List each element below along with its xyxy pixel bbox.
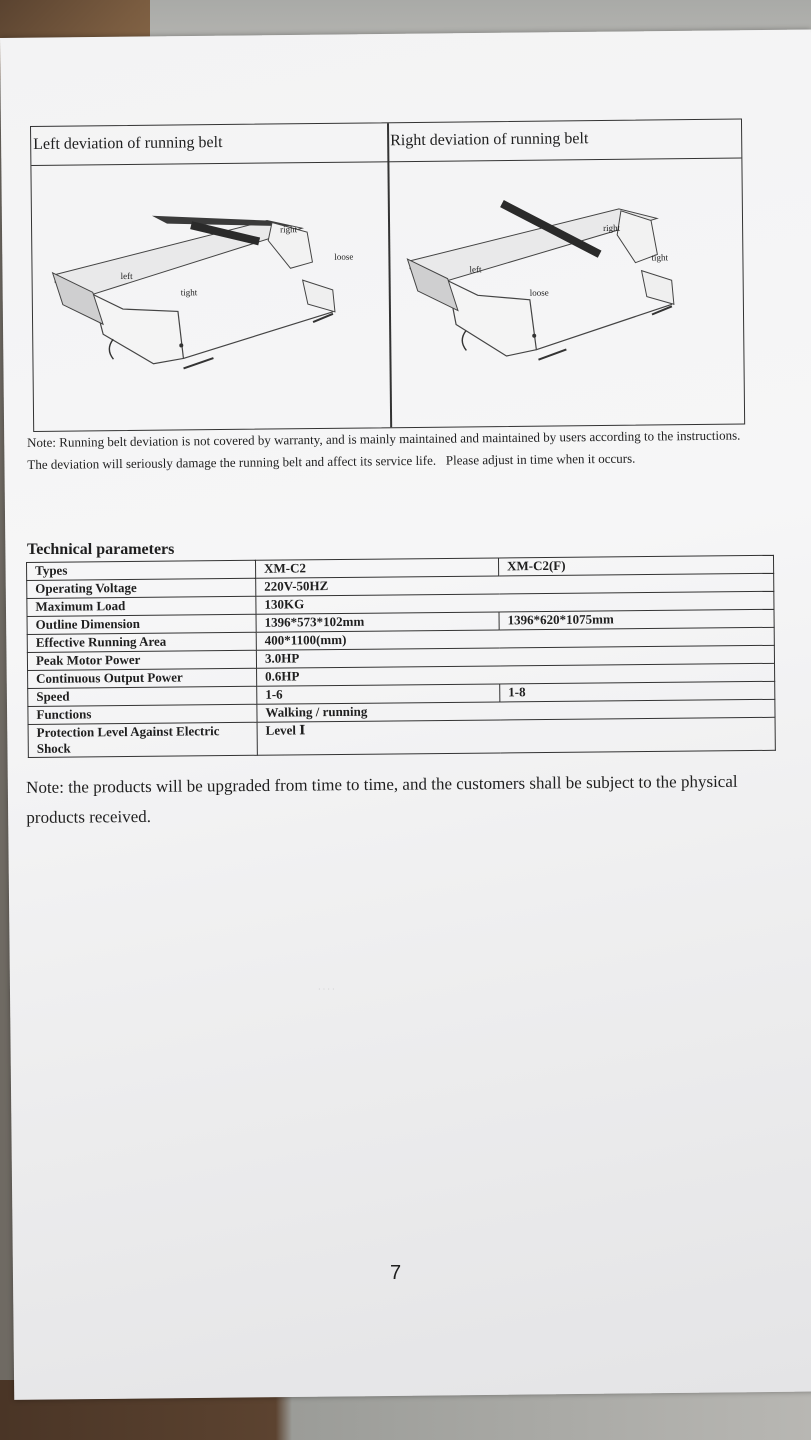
bleed-through-text: · · · ·	[318, 985, 335, 994]
label-left: left	[469, 264, 482, 275]
damage-note: The deviation will seriously damage the running belt and affect its service life. Please adjust in time when it occurs.	[27, 450, 636, 472]
spec-value-xm-c2: 220V-50HZ	[256, 573, 774, 596]
spec-label: Protection Level Against Electric Shock	[28, 722, 257, 757]
spec-label: Types	[27, 560, 256, 580]
treadmill-left-illustration	[31, 161, 388, 429]
spec-value-xm-c2: Walking / running	[257, 699, 775, 722]
label-loose: loose	[334, 251, 354, 262]
upgrade-note: Note: the products will be upgraded from time to time, and the customers shall be subject to the physical products received.	[26, 771, 738, 827]
spec-label: Effective Running Area	[27, 632, 256, 652]
treadmill-right-illustration	[388, 158, 745, 426]
spec-label: Peak Motor Power	[27, 650, 256, 670]
spec-label: Continuous Output Power	[28, 668, 257, 688]
label-left: left	[120, 270, 133, 282]
spec-value-xm-c2f: XM-C2(F)	[498, 555, 773, 576]
deviation-table	[30, 119, 745, 432]
spec-value-xm-c2f: 1-8	[500, 681, 775, 702]
spec-value-xm-c2: XM-C2	[255, 558, 498, 578]
technical-parameters-title: Technical parameters	[27, 541, 175, 558]
label-tight: tight	[651, 252, 668, 263]
spec-value-xm-c2: 3.0HP	[256, 645, 774, 668]
spec-label: Operating Voltage	[27, 578, 256, 598]
warranty-note: Note: Running belt deviation is not covered by warranty, and is mainly maintained and maintained by users according to the instructions.	[27, 427, 741, 450]
deviation-note	[27, 424, 767, 476]
label-right: right	[280, 224, 298, 235]
spec-value-xm-c2: Level Ⅰ	[257, 717, 775, 755]
label-loose: loose	[529, 287, 549, 298]
spec-row	[28, 717, 775, 757]
spec-label: Maximum Load	[27, 596, 256, 616]
right-deviation-title: Right deviation of running belt	[390, 130, 589, 150]
left-deviation-diagram	[31, 161, 388, 429]
spec-value-xm-c2: 1-6	[257, 684, 500, 704]
left-deviation-title: Left deviation of running belt	[33, 133, 223, 153]
spec-value-xm-c2: 1396*573*102mm	[256, 612, 499, 632]
label-tight: tight	[180, 287, 198, 298]
spec-label: Speed	[28, 686, 257, 706]
spec-value-xm-c2: 130KG	[256, 591, 774, 614]
spec-value-xm-c2f: 1396*620*1075mm	[499, 609, 774, 630]
technical-parameters-table	[26, 555, 776, 758]
spec-label: Functions	[28, 704, 257, 724]
spec-value-xm-c2: 0.6HP	[257, 663, 775, 686]
label-right: right	[603, 222, 621, 234]
spec-value-xm-c2: 400*1100(mm)	[256, 627, 774, 650]
right-deviation-diagram	[388, 158, 745, 426]
spec-label: Outline Dimension	[27, 614, 256, 634]
page-number: 7	[390, 1262, 402, 1284]
